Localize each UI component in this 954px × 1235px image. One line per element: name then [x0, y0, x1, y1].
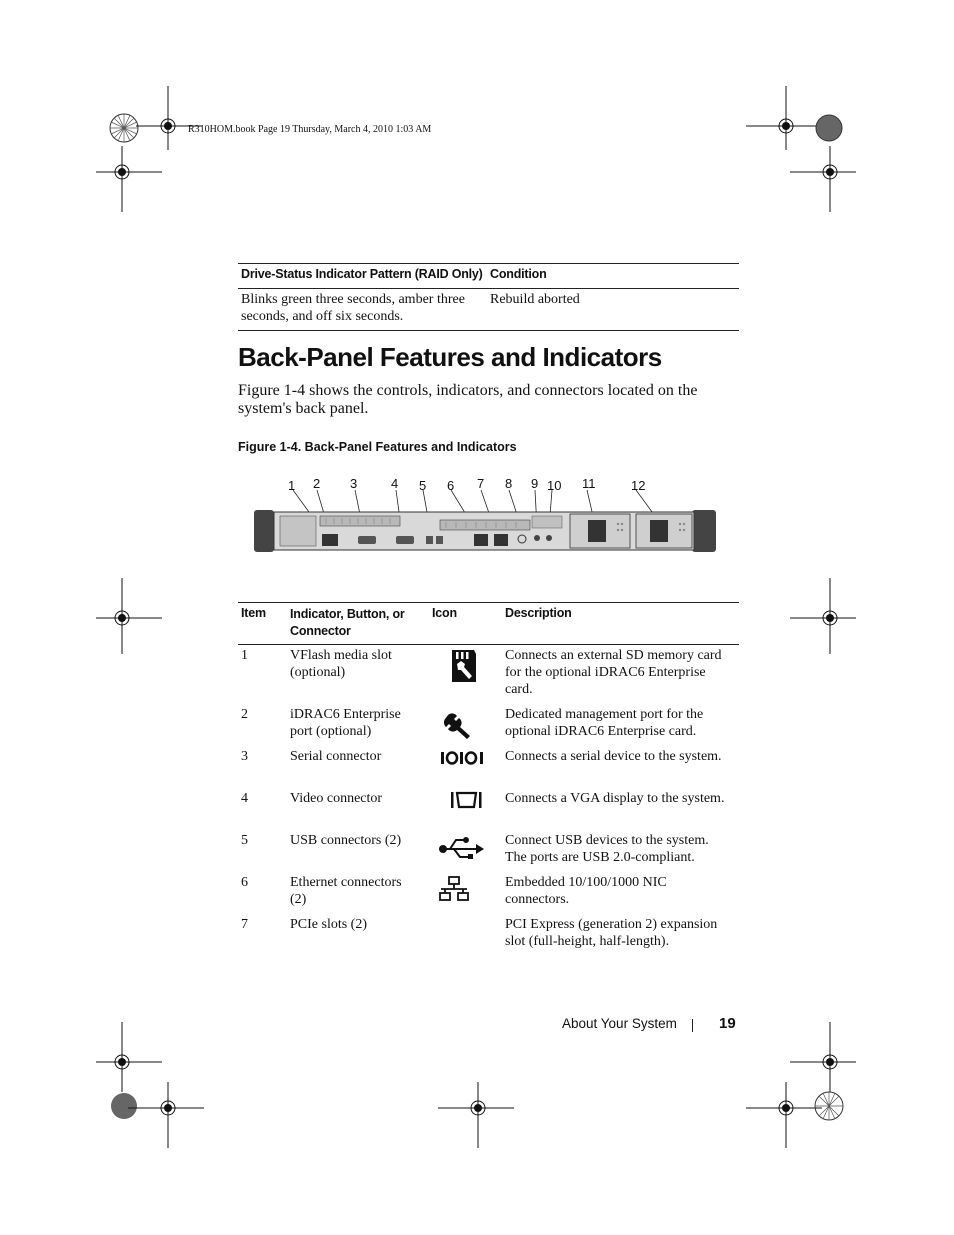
usb-icon — [438, 836, 486, 862]
table-row-item: 4 — [241, 791, 248, 806]
table-row-description: Connects an external SD memory card for the optional iDRAC6 Enterprise card. — [505, 648, 722, 697]
table-row-name: USB connectors (2) — [290, 833, 402, 848]
table-header-condition: Condition — [490, 267, 547, 281]
table-cell-condition: Rebuild aborted — [490, 292, 580, 307]
table-row-description: Embedded 10/100/1000 NIC connectors. — [505, 875, 667, 907]
table-row-item: 2 — [241, 707, 248, 722]
crosshair-mark-icon — [82, 132, 162, 212]
table-row-description: Connects a VGA display to the system. — [505, 791, 725, 806]
footer-divider — [692, 1019, 693, 1032]
crosshair-mark-icon — [82, 578, 162, 658]
callout-3: 3 — [350, 476, 358, 491]
serial-icon — [440, 750, 486, 766]
callout-8: 8 — [505, 476, 513, 491]
section-title: Back-Panel Features and Indicators — [238, 342, 662, 372]
callout-5: 5 — [419, 478, 427, 493]
table-header-rule — [238, 288, 739, 289]
table-bottom-rule — [238, 330, 739, 331]
table-row-name: PCIe slots (2) — [290, 917, 367, 932]
page-number: 19 — [719, 1015, 736, 1032]
figure-caption: Figure 1-4. Back-Panel Features and Indicators — [238, 440, 517, 454]
table-row-item: 6 — [241, 875, 248, 890]
crosshair-mark-icon — [790, 578, 870, 658]
callout-6: 6 — [447, 478, 455, 493]
table-row-item: 5 — [241, 833, 248, 848]
footer-section-name: About Your System — [562, 1016, 677, 1031]
features-header-name: Indicator, Button, or Connector — [290, 607, 405, 638]
registration-mark-icon — [789, 1066, 869, 1146]
network-icon — [438, 876, 470, 902]
callout-12: 12 — [631, 478, 646, 493]
video-icon — [450, 791, 482, 809]
table-row-name: iDRAC6 Enterprise port (optional) — [290, 707, 401, 739]
callout-1: 1 — [288, 478, 296, 493]
callout-2: 2 — [313, 476, 321, 491]
table-row-item: 1 — [241, 648, 248, 663]
back-panel-illustration — [250, 490, 720, 556]
features-header-item: Item — [241, 606, 266, 620]
table-row-name: Serial connector — [290, 749, 382, 764]
table-row-name: Video connector — [290, 791, 383, 806]
crosshair-mark-icon — [128, 1068, 208, 1148]
features-header-rule — [238, 644, 739, 645]
callout-7: 7 — [477, 476, 485, 491]
print-slug: R310HOM.book Page 19 Thursday, March 4, 2010 1:03 AM — [188, 124, 432, 135]
crosshair-mark-icon — [790, 132, 870, 212]
table-row-description: Connect USB devices to the system. The ports are USB 2.0-compliant. — [505, 833, 709, 865]
features-table-top-rule — [238, 602, 739, 603]
callout-4: 4 — [391, 476, 399, 491]
table-row-item: 3 — [241, 749, 248, 764]
intro-paragraph: Figure 1-4 shows the controls, indicators, and connectors located on the system's back panel. — [238, 382, 698, 417]
table-header-pattern: Drive-Status Indicator Pattern (RAID Only) — [241, 267, 483, 281]
table-row-description: Connects a serial device to the system. — [505, 749, 722, 764]
table-row-description: Dedicated management port for the optional iDRAC6 Enterprise card. — [505, 707, 704, 739]
features-header-description: Description — [505, 606, 572, 620]
callout-11: 11 — [582, 476, 596, 491]
table-top-rule — [238, 263, 739, 264]
callout-9: 9 — [531, 476, 539, 491]
table-row-name: Ethernet connectors (2) — [290, 875, 402, 907]
table-row-name: VFlash media slot (optional) — [290, 648, 392, 680]
table-row-item: 7 — [241, 917, 248, 932]
crosshair-mark-icon — [438, 1068, 518, 1148]
table-cell-pattern: Blinks green three seconds, amber three seconds, and off six seconds. — [241, 292, 465, 324]
table-row-description: PCI Express (generation 2) expansion slot (full-height, half-length). — [505, 917, 718, 949]
vflash-icon — [450, 648, 478, 684]
wrench-icon — [444, 710, 474, 740]
features-header-icon: Icon — [432, 606, 457, 620]
callout-10: 10 — [547, 478, 562, 493]
